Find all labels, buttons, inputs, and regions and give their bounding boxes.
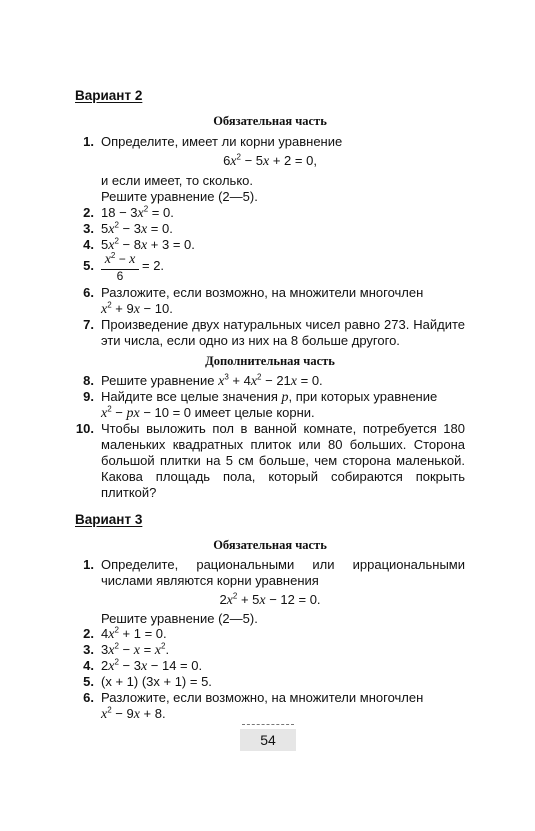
v2-item-5-rhs: = 2.	[142, 258, 165, 273]
v2-item-4-equation: $5x^2 - 8x + 3 = 0$.	[101, 236, 195, 253]
v2-item-6-number: 6.	[83, 285, 94, 300]
variant-3-heading: Вариант 3	[75, 512, 143, 527]
v2-item-8-text: Решите уравнение $x^3 + 4x^2 - 21x = 0$.	[101, 372, 323, 389]
variant-2-heading: Вариант 2	[75, 88, 143, 103]
v2-item-9-text: Найдите все целые значения p, при которых уравнение	[101, 389, 438, 405]
variant-2-additional-heading: Дополнительная часть	[205, 354, 335, 368]
v3-item-6-number: 6.	[83, 690, 94, 705]
v2-item-6-polynomial: $x^2 + 9x - 10$.	[101, 300, 173, 317]
v3-item-5-equation: (x + 1) (3x + 1) = 5.	[101, 674, 212, 689]
v3-item-4-equation: $2x^2 - 3x - 14 = 0$.	[101, 657, 203, 674]
v2-item-1-text: Определите, имеет ли корни уравнение	[101, 134, 343, 149]
v2-item-8-number: 8.	[83, 373, 94, 388]
v3-solve-instruction: Решите уравнение (2—5).	[101, 611, 258, 626]
v2-item-7-text: Произведение двух натуральных чисел равно 273. Найдите эти числа, если одно из них на 8 больше другого.	[101, 317, 465, 348]
v2-item-1-number: 1.	[83, 134, 94, 149]
v2-item-1-equation: $6x^2 - 5x + 2 = 0$,	[223, 152, 317, 169]
v2-item-7-number: 7.	[83, 317, 94, 332]
v2-item-1-continuation: и если имеет, то сколько.	[101, 173, 253, 188]
v2-item-10-text: Чтобы выложить пол в ванной комнате, потребуется 180 маленьких квадратных плиток или 80 больших. Сторона большой плитки на 5 см больше, чем сторона маленькой. Какова площадь пола, который собираются покрыть плиткой?	[101, 421, 465, 500]
v2-item-4-number: 4.	[83, 237, 94, 252]
v3-item-2-equation: $4x^2 + 1 = 0$.	[101, 625, 167, 642]
v3-item-4-number: 4.	[83, 658, 94, 673]
v2-item-9-number: 9.	[83, 389, 94, 404]
v3-item-1-text: Определите, рациональными или иррациональными числами являются корни уравнения	[101, 557, 465, 588]
v3-item-5-number: 5.	[83, 674, 94, 689]
v3-item-3-equation: $3x^2 - x = x^2$.	[101, 641, 170, 658]
v2-item-10-number: 10.	[75, 421, 94, 436]
v3-item-1-number: 1.	[83, 557, 94, 572]
textbook-page: Вариант 2 Обязательная часть 1. Определите, имеет ли корни уравнение $6x^2 - 5x + 2 = 0$, и если имеет, то сколько. Решите уравнение (2—5). 2. $18 - 3x^2 = 0$. 3. $5x^2 - 3x = 0$. 4. $5x^2 - 8x + 3 = 0$. 5. $x^2 - x$ 6 = 2. 6. Разложите, если возможно, на множители многочлен $x^2 + 9x - 10$. 7. Произведение двух натуральных чисел равно 273. Найдите эти числа, если одно из них на 8 больше другого. Дополнительная часть 8. Решите уравнение $x^3 + 4x^2 - 21x = 0$. 9. Найдите все целые значения p, при которых уравнение $x^2$ − px − 10 = 0 имеет целые корни. 10. Чтобы выложить пол в ванной комнате, потребуется 180 маленьких квадратных плиток или 80 больших. Сторона большой плитки на 5 см больше, чем сторона маленькой. Какова площадь пола, который собираются покрыть плиткой? Вариант 3 Обязательная часть 1. Определите, рациональными или иррациональными числами являются корни уравнения $2x^2 + 5x - 12 = 0$. Решите уравнение (2—5). 2. $4x^2 + 1 = 0$. 3. $3x^2 - x = x^2$. 4. $2x^2 - 3x - 14 = 0$. 5. (x + 1) (3x + 1) = 5. 6. Разложите, если возможно, на множители многочлен $x^2 - 9x + 8$. 54	[0, 0, 535, 831]
v3-item-1-equation: $2x^2 + 5x - 12 = 0$.	[219, 591, 321, 608]
v2-item-2-number: 2.	[83, 205, 94, 220]
page-number: 54	[240, 729, 296, 751]
variant-3-mandatory-heading: Обязательная часть	[213, 538, 327, 552]
v3-item-6-polynomial: $x^2 - 9x + 8$.	[101, 705, 166, 722]
v2-solve-instruction: Решите уравнение (2—5).	[101, 189, 258, 204]
v3-item-6-text: Разложите, если возможно, на множители многочлен	[101, 690, 424, 705]
page-number-divider	[242, 724, 294, 725]
v2-item-9-equation: $x^2$ − px − 10 = 0 имеет целые корни.	[101, 404, 315, 421]
variant-2-mandatory-heading: Обязательная часть	[213, 114, 327, 128]
v2-item-2-equation: $18 - 3x^2 = 0$.	[101, 204, 174, 221]
v3-item-3-number: 3.	[83, 642, 94, 657]
v2-item-5-number: 5.	[83, 258, 94, 273]
v2-item-6-text: Разложите, если возможно, на множители многочлен	[101, 285, 424, 300]
v3-item-2-number: 2.	[83, 626, 94, 641]
v2-item-3-equation: $5x^2 - 3x = 0$.	[101, 220, 173, 237]
v2-item-3-number: 3.	[83, 221, 94, 236]
